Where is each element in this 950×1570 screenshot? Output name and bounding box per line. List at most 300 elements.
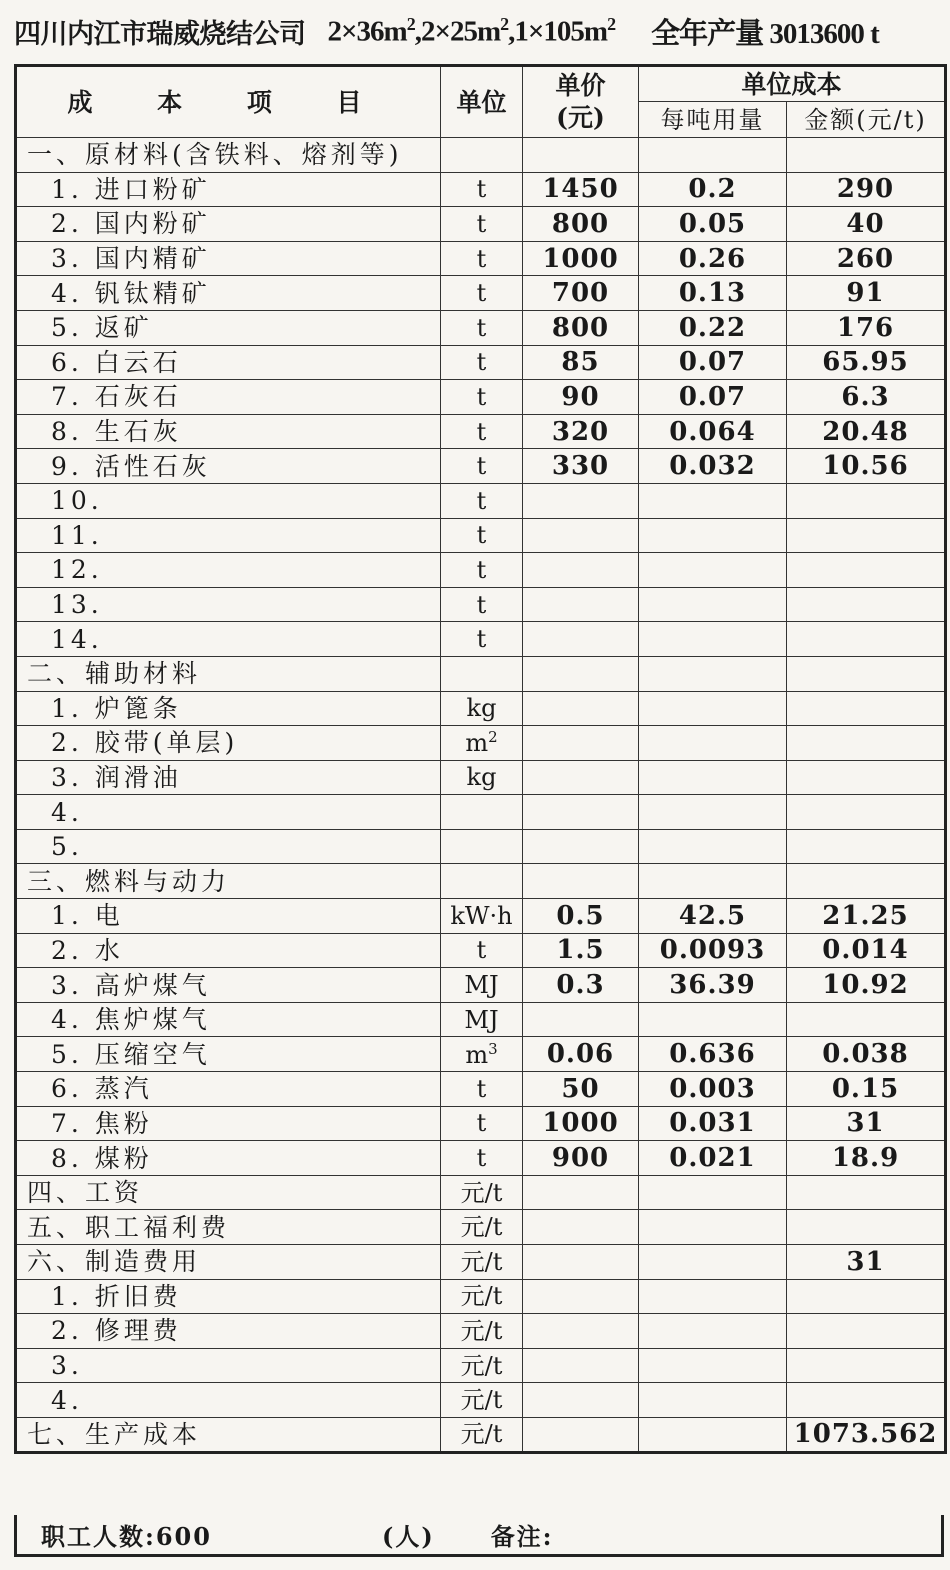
cost-item-price bbox=[523, 483, 639, 518]
cost-item-price bbox=[523, 864, 639, 899]
cost-item-amount bbox=[787, 518, 946, 553]
spec-part-2: ,2×25m bbox=[414, 15, 501, 48]
cost-item-unit-text: t bbox=[476, 417, 487, 446]
cost-item-unit bbox=[441, 1106, 523, 1141]
cost-item-name-text: 四、工资 bbox=[27, 1178, 144, 1208]
cost-item-name bbox=[16, 1279, 441, 1314]
table-row bbox=[16, 172, 946, 207]
cost-item-name bbox=[16, 1417, 441, 1452]
cost-item-unit bbox=[441, 1417, 523, 1452]
cost-item-unit-text: t bbox=[476, 382, 487, 411]
table-row bbox=[16, 414, 946, 449]
document-title bbox=[14, 6, 944, 56]
cost-item-name-text: 五、职工福利费 bbox=[27, 1212, 231, 1242]
table-row bbox=[16, 933, 946, 968]
cost-item-unit-text: 元/t bbox=[460, 1351, 503, 1380]
cost-item-price bbox=[523, 207, 639, 242]
cost-item-price bbox=[523, 933, 639, 968]
cost-item-unit-text: t bbox=[476, 936, 487, 965]
cost-item-amount bbox=[787, 933, 946, 968]
cost-item-unit bbox=[441, 207, 523, 242]
cost-item-price-text: 90 bbox=[561, 381, 600, 412]
cost-item-price-text: 800 bbox=[551, 312, 610, 343]
cost-item-name-text: 2. 国内粉矿 bbox=[51, 209, 211, 239]
cost-item-amount-text: 0.15 bbox=[831, 1073, 900, 1104]
cost-item-price bbox=[523, 656, 639, 691]
cost-item-name-text: 1. 进口粉矿 bbox=[51, 174, 211, 204]
cost-item-unit-text: 元/t bbox=[460, 1420, 503, 1449]
table-row bbox=[16, 310, 946, 345]
cost-item-usage bbox=[639, 207, 787, 242]
cost-item-price bbox=[523, 968, 639, 1003]
cost-item-name-text: 6. 蒸汽 bbox=[51, 1074, 153, 1104]
cost-item-name bbox=[16, 518, 441, 553]
cost-item-unit bbox=[441, 933, 523, 968]
cost-item-name bbox=[16, 656, 441, 691]
cost-item-name bbox=[16, 1314, 441, 1349]
cost-item-price-text: 0.3 bbox=[556, 970, 605, 1001]
cost-item-name bbox=[16, 449, 441, 484]
cost-item-unit bbox=[441, 380, 523, 415]
cost-item-name bbox=[16, 933, 441, 968]
cost-item-amount-text: 91 bbox=[846, 278, 885, 309]
cost-item-amount-text: 18.9 bbox=[831, 1143, 900, 1174]
cost-item-unit-text: t bbox=[476, 486, 487, 515]
cost-item-usage bbox=[639, 138, 787, 173]
cost-item-amount bbox=[787, 380, 946, 415]
table-row bbox=[16, 1245, 946, 1280]
cost-item-price bbox=[523, 414, 639, 449]
cost-item-usage-text: 0.07 bbox=[678, 347, 747, 378]
cost-item-usage bbox=[639, 1106, 787, 1141]
cost-item-amount bbox=[787, 622, 946, 657]
cost-item-name bbox=[16, 241, 441, 276]
cost-item-usage bbox=[639, 1245, 787, 1280]
cost-item-unit bbox=[441, 864, 523, 899]
sinter-machine-spec bbox=[328, 14, 616, 49]
cost-item-name-text: 7. 焦粉 bbox=[51, 1108, 153, 1138]
cost-item-name-text: 12. bbox=[51, 555, 103, 585]
cost-item-price bbox=[523, 1141, 639, 1176]
cost-item-unit-text: t bbox=[476, 175, 487, 204]
cost-item-usage bbox=[639, 726, 787, 761]
cost-item-usage-text: 36.39 bbox=[669, 970, 756, 1001]
cost-item-unit bbox=[441, 1383, 523, 1418]
cost-item-amount bbox=[787, 310, 946, 345]
cost-item-usage bbox=[639, 656, 787, 691]
table-row bbox=[16, 1279, 946, 1314]
cost-item-price bbox=[523, 829, 639, 864]
cost-item-unit-text: t bbox=[476, 1074, 487, 1103]
cost-item-price bbox=[523, 726, 639, 761]
table-row bbox=[16, 968, 946, 1003]
cost-item-unit bbox=[441, 1072, 523, 1107]
table-row bbox=[16, 553, 946, 588]
table-row bbox=[16, 622, 946, 657]
cost-table bbox=[14, 64, 947, 1454]
cost-item-name-text: 8. 生石灰 bbox=[51, 417, 182, 447]
unit-superscript: 2 bbox=[488, 728, 498, 747]
cost-item-price-text: 330 bbox=[551, 451, 610, 482]
cost-item-unit bbox=[441, 483, 523, 518]
cost-item-price bbox=[523, 380, 639, 415]
cost-item-price-text: 1000 bbox=[542, 1108, 619, 1139]
cost-item-usage bbox=[639, 1141, 787, 1176]
cost-item-name-text: 七、生产成本 bbox=[27, 1419, 202, 1449]
cost-item-amount-text: 31 bbox=[846, 1108, 885, 1139]
cost-item-name-text: 二、辅助材料 bbox=[27, 659, 202, 689]
cost-item-unit bbox=[441, 1175, 523, 1210]
header-amount: 金额(元/t) bbox=[787, 102, 946, 138]
cost-item-usage-text: 0.07 bbox=[678, 381, 747, 412]
cost-item-amount-text: 20.48 bbox=[822, 416, 909, 447]
cost-item-usage bbox=[639, 172, 787, 207]
cost-item-name bbox=[16, 1002, 441, 1037]
cost-item-usage bbox=[639, 760, 787, 795]
cost-item-unit-text: MJ bbox=[464, 1005, 499, 1034]
cost-item-unit-text: t bbox=[476, 279, 487, 308]
cost-item-price bbox=[523, 622, 639, 657]
cost-item-price bbox=[523, 1348, 639, 1383]
table-row bbox=[16, 1210, 946, 1245]
table-row bbox=[16, 380, 946, 415]
cost-item-unit bbox=[441, 829, 523, 864]
table-row bbox=[16, 518, 946, 553]
cost-item-unit bbox=[441, 760, 523, 795]
cost-item-usage bbox=[639, 276, 787, 311]
cost-item-amount-text: 1073.562 bbox=[793, 1419, 938, 1450]
cost-item-usage bbox=[639, 1175, 787, 1210]
cost-item-amount bbox=[787, 691, 946, 726]
cost-item-name bbox=[16, 414, 441, 449]
cost-item-price-text: 50 bbox=[561, 1073, 600, 1104]
cost-item-name-text: 3. 高炉煤气 bbox=[51, 970, 211, 1000]
cost-item-name-text: 6. 白云石 bbox=[51, 347, 182, 377]
spec-sup-3: 2 bbox=[607, 13, 616, 34]
cost-item-amount-text: 0.038 bbox=[822, 1039, 909, 1070]
cost-item-name-text: 2. 水 bbox=[51, 935, 124, 965]
cost-item-unit bbox=[441, 1279, 523, 1314]
cost-item-amount bbox=[787, 1348, 946, 1383]
table-row bbox=[16, 795, 946, 830]
table-row bbox=[16, 276, 946, 311]
remark-label: 备注: bbox=[490, 1522, 554, 1551]
company-name: 四川内江市瑞威烧结公司 bbox=[14, 18, 306, 50]
cost-item-unit bbox=[441, 553, 523, 588]
cost-item-amount bbox=[787, 968, 946, 1003]
cost-item-amount bbox=[787, 795, 946, 830]
cost-item-name-text: 5. bbox=[51, 832, 83, 862]
cost-item-name-text: 1. 折旧费 bbox=[51, 1281, 182, 1311]
cost-item-amount bbox=[787, 414, 946, 449]
cost-item-name-text: 10. bbox=[51, 486, 103, 516]
cost-item-unit-text: kg bbox=[466, 694, 497, 723]
cost-item-price bbox=[523, 345, 639, 380]
cost-item-name-text: 4. 焦炉煤气 bbox=[51, 1005, 211, 1035]
cost-item-usage bbox=[639, 1279, 787, 1314]
cost-item-amount-text: 176 bbox=[836, 312, 895, 343]
cost-item-name bbox=[16, 345, 441, 380]
table-row bbox=[16, 1072, 946, 1107]
cost-item-unit bbox=[441, 1002, 523, 1037]
cost-item-usage-text: 0.021 bbox=[669, 1143, 756, 1174]
cost-item-name-text: 4. 钒钛精矿 bbox=[51, 278, 211, 308]
cost-item-unit bbox=[441, 622, 523, 657]
cost-item-name bbox=[16, 760, 441, 795]
cost-item-unit bbox=[441, 1210, 523, 1245]
cost-item-usage-text: 0.064 bbox=[669, 416, 756, 447]
cost-item-amount bbox=[787, 138, 946, 173]
cost-item-usage bbox=[639, 829, 787, 864]
cost-item-name-text: 14. bbox=[51, 624, 103, 654]
cost-item-amount bbox=[787, 587, 946, 622]
cost-item-unit bbox=[441, 449, 523, 484]
cost-item-amount bbox=[787, 1245, 946, 1280]
table-header-row bbox=[16, 66, 946, 102]
worker-unit: (人) bbox=[381, 1522, 435, 1551]
cost-item-price-text: 0.5 bbox=[556, 900, 605, 931]
cost-item-usage-text: 0.0093 bbox=[659, 935, 766, 966]
cost-item-usage-text: 0.032 bbox=[669, 451, 756, 482]
table-row bbox=[16, 138, 946, 173]
table-row bbox=[16, 1002, 946, 1037]
cost-item-amount bbox=[787, 449, 946, 484]
cost-item-name bbox=[16, 1210, 441, 1245]
cost-item-amount-text: 65.95 bbox=[822, 347, 909, 378]
cost-item-name bbox=[16, 795, 441, 830]
cost-item-amount bbox=[787, 276, 946, 311]
cost-item-name bbox=[16, 1072, 441, 1107]
cost-item-price-text: 700 bbox=[551, 278, 610, 309]
cost-item-price bbox=[523, 138, 639, 173]
header-price-line1: 单价 bbox=[555, 71, 606, 100]
cost-item-amount bbox=[787, 1141, 946, 1176]
cost-item-price bbox=[523, 795, 639, 830]
cost-item-unit-text: m bbox=[465, 729, 489, 758]
table-row bbox=[16, 1175, 946, 1210]
cost-item-usage bbox=[639, 241, 787, 276]
cost-item-amount bbox=[787, 1037, 946, 1072]
cost-item-name bbox=[16, 691, 441, 726]
cost-item-usage-text: 0.13 bbox=[678, 278, 747, 309]
cost-item-name bbox=[16, 622, 441, 657]
cost-item-unit bbox=[441, 968, 523, 1003]
table-row bbox=[16, 207, 946, 242]
cost-item-amount-text: 40 bbox=[846, 208, 885, 239]
cost-item-amount bbox=[787, 345, 946, 380]
cost-item-price bbox=[523, 1279, 639, 1314]
cost-item-unit-text: t bbox=[476, 1144, 487, 1173]
table-row bbox=[16, 1037, 946, 1072]
cost-item-name-text: 9. 活性石灰 bbox=[51, 451, 211, 481]
header-item: 成 本 项 目 bbox=[16, 66, 441, 138]
cost-item-name bbox=[16, 207, 441, 242]
cost-item-price-text: 85 bbox=[561, 347, 600, 378]
cost-item-unit bbox=[441, 795, 523, 830]
table-row bbox=[16, 1383, 946, 1418]
cost-item-name-text: 4. bbox=[51, 1385, 83, 1415]
cost-item-name-text: 一、原材料(含铁料、熔剂等) bbox=[27, 140, 403, 170]
cost-item-unit bbox=[441, 656, 523, 691]
cost-item-name bbox=[16, 553, 441, 588]
table-row bbox=[16, 345, 946, 380]
cost-item-price-text: 1.5 bbox=[556, 935, 605, 966]
cost-item-usage bbox=[639, 449, 787, 484]
cost-item-usage bbox=[639, 345, 787, 380]
table-row bbox=[16, 760, 946, 795]
cost-item-amount bbox=[787, 864, 946, 899]
cost-item-name bbox=[16, 1106, 441, 1141]
cost-item-name bbox=[16, 138, 441, 173]
cost-item-usage-text: 0.26 bbox=[678, 243, 747, 274]
cost-item-usage bbox=[639, 691, 787, 726]
cost-item-name bbox=[16, 1175, 441, 1210]
cost-item-name bbox=[16, 380, 441, 415]
cost-item-usage-text: 0.22 bbox=[678, 312, 747, 343]
cost-item-name bbox=[16, 276, 441, 311]
cost-item-amount bbox=[787, 1210, 946, 1245]
table-row bbox=[16, 449, 946, 484]
unit-superscript: 3 bbox=[488, 1039, 498, 1058]
cost-item-unit-text: t bbox=[476, 452, 487, 481]
cost-item-name-text: 11. bbox=[51, 520, 103, 550]
worker-count: 职工人数:600 bbox=[41, 1522, 212, 1551]
cost-item-unit-text: t bbox=[476, 244, 487, 273]
table-row bbox=[16, 864, 946, 899]
cost-item-name-text: 3. 国内精矿 bbox=[51, 244, 211, 274]
cost-item-amount bbox=[787, 553, 946, 588]
cost-item-unit-text: t bbox=[476, 555, 487, 584]
cost-item-price bbox=[523, 172, 639, 207]
cost-item-usage bbox=[639, 1210, 787, 1245]
cost-item-usage bbox=[639, 587, 787, 622]
cost-item-unit bbox=[441, 1245, 523, 1280]
table-row bbox=[16, 726, 946, 761]
cost-item-amount-text: 31 bbox=[846, 1246, 885, 1277]
cost-item-unit bbox=[441, 518, 523, 553]
cost-item-amount-text: 10.92 bbox=[822, 970, 909, 1001]
table-row bbox=[16, 1141, 946, 1176]
cost-item-amount-text: 0.014 bbox=[822, 935, 909, 966]
cost-item-name-text: 2. 胶带(单层) bbox=[51, 728, 239, 758]
cost-item-name bbox=[16, 726, 441, 761]
cost-item-name-text: 4. bbox=[51, 797, 83, 827]
cost-item-name-text: 1. 电 bbox=[51, 901, 124, 931]
cost-item-name bbox=[16, 587, 441, 622]
cost-item-usage-text: 0.636 bbox=[669, 1039, 756, 1070]
cost-item-unit-text: t bbox=[476, 1109, 487, 1138]
cost-item-price bbox=[523, 1106, 639, 1141]
cost-item-name bbox=[16, 1037, 441, 1072]
cost-item-name-text: 5. 返矿 bbox=[51, 313, 153, 343]
cost-item-unit bbox=[441, 310, 523, 345]
cost-item-amount bbox=[787, 1106, 946, 1141]
cost-item-unit bbox=[441, 1314, 523, 1349]
cost-item-usage bbox=[639, 864, 787, 899]
cost-item-usage bbox=[639, 483, 787, 518]
cost-item-price bbox=[523, 553, 639, 588]
cost-item-amount bbox=[787, 483, 946, 518]
cost-item-price bbox=[523, 899, 639, 934]
cost-item-price-text: 0.06 bbox=[546, 1039, 615, 1070]
cost-item-name-text: 六、制造费用 bbox=[27, 1247, 202, 1277]
cost-item-unit-text: kW·h bbox=[450, 901, 513, 930]
cost-item-unit bbox=[441, 726, 523, 761]
cost-item-price bbox=[523, 1314, 639, 1349]
cost-item-unit-text: kg bbox=[466, 763, 497, 792]
cost-item-usage-text: 0.05 bbox=[678, 208, 747, 239]
cost-item-usage-text: 0.031 bbox=[669, 1108, 756, 1139]
cost-item-name bbox=[16, 899, 441, 934]
cost-item-amount bbox=[787, 172, 946, 207]
cost-item-amount bbox=[787, 207, 946, 242]
cost-item-name-text: 13. bbox=[51, 590, 103, 620]
cost-item-price-text: 1000 bbox=[542, 243, 619, 274]
cost-item-unit bbox=[441, 1348, 523, 1383]
cost-item-name bbox=[16, 829, 441, 864]
cost-item-name bbox=[16, 1141, 441, 1176]
cost-item-name bbox=[16, 968, 441, 1003]
cost-item-unit-text: m bbox=[465, 1040, 489, 1069]
cost-item-usage bbox=[639, 518, 787, 553]
cost-item-name bbox=[16, 483, 441, 518]
cost-item-unit-text: 元/t bbox=[460, 1213, 503, 1242]
cost-item-unit bbox=[441, 414, 523, 449]
cost-item-unit-text: 元/t bbox=[460, 1282, 503, 1311]
cost-item-unit-text: 元/t bbox=[460, 1178, 503, 1207]
cost-item-price bbox=[523, 1072, 639, 1107]
spec-part-1: 2×36m bbox=[327, 15, 407, 48]
cost-item-unit-text: 元/t bbox=[460, 1247, 503, 1276]
cost-item-unit bbox=[441, 691, 523, 726]
cost-item-unit-text: 元/t bbox=[460, 1386, 503, 1415]
cost-item-amount-text: 6.3 bbox=[841, 381, 890, 412]
cost-item-amount bbox=[787, 1175, 946, 1210]
cost-item-usage bbox=[639, 1348, 787, 1383]
table-row bbox=[16, 1106, 946, 1141]
cost-item-name bbox=[16, 864, 441, 899]
cost-item-name-text: 7. 石灰石 bbox=[51, 382, 182, 412]
cost-item-name-text: 8. 煤粉 bbox=[51, 1143, 153, 1173]
cost-item-name-text: 2. 修理费 bbox=[51, 1316, 182, 1346]
cost-item-name-text: 三、燃料与动力 bbox=[27, 866, 231, 896]
cost-item-unit bbox=[441, 241, 523, 276]
cost-item-name-text: 3. bbox=[51, 1351, 83, 1381]
cost-item-unit bbox=[441, 138, 523, 173]
cost-item-usage bbox=[639, 1002, 787, 1037]
cost-item-price-text: 1450 bbox=[542, 174, 619, 205]
cost-item-unit-text: 元/t bbox=[460, 1316, 503, 1345]
cost-item-usage-text: 0.003 bbox=[669, 1073, 756, 1104]
cost-item-amount bbox=[787, 1072, 946, 1107]
cost-item-amount bbox=[787, 899, 946, 934]
table-row bbox=[16, 1417, 946, 1452]
table-row bbox=[16, 483, 946, 518]
table-row bbox=[16, 656, 946, 691]
cost-item-unit-text: t bbox=[476, 209, 487, 238]
cost-item-usage bbox=[639, 380, 787, 415]
table-row bbox=[16, 587, 946, 622]
header-unit-cost: 单位成本 bbox=[639, 66, 946, 102]
cost-item-usage bbox=[639, 1314, 787, 1349]
cost-item-unit-text: t bbox=[476, 313, 487, 342]
cost-item-name bbox=[16, 1245, 441, 1280]
cost-item-price bbox=[523, 1417, 639, 1452]
cost-item-amount-text: 290 bbox=[836, 174, 895, 205]
header-price-line2: (元) bbox=[556, 103, 605, 132]
cost-item-amount bbox=[787, 760, 946, 795]
cost-item-unit bbox=[441, 345, 523, 380]
